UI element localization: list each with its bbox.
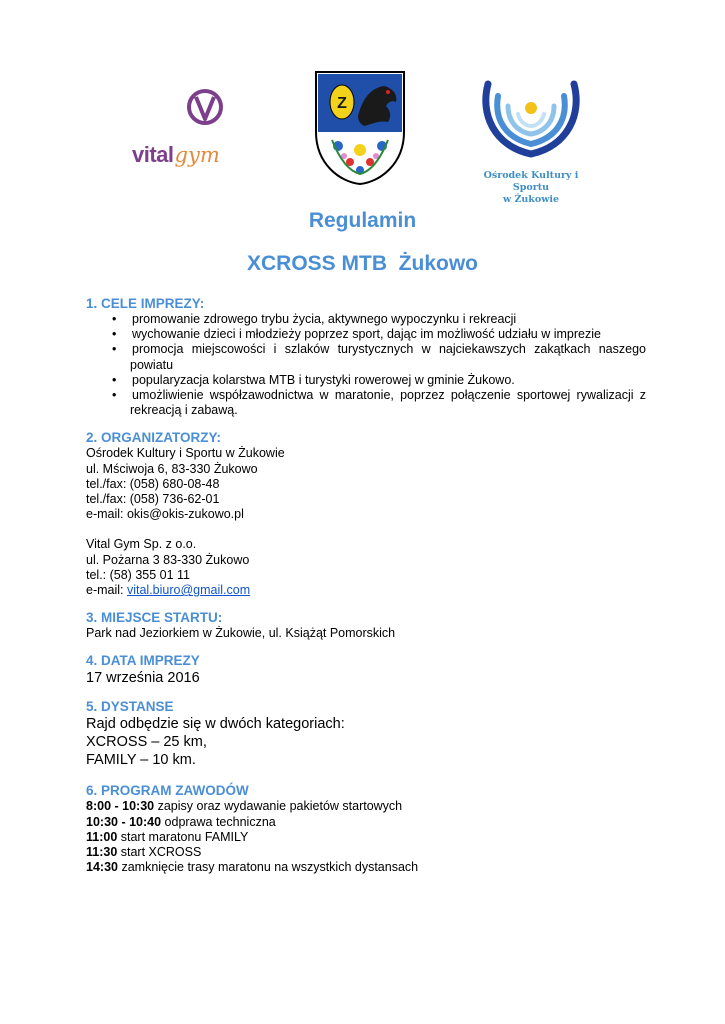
organizer-1-line: Ośrodek Kultury i Sportu w Żukowie <box>86 446 285 461</box>
okis-logo <box>466 70 596 205</box>
list-item: • umożliwienie współzawodnictwa w maratonie, poprzez połączenie sportowej rywalizacji z rekreacją i zabawą. <box>86 388 646 418</box>
section-5-heading: 5. DYSTANSE <box>86 699 174 715</box>
organizer-2-line: Vital Gym Sp. z o.o. <box>86 537 197 552</box>
organizer-1 <box>86 446 646 522</box>
email-link[interactable]: vital.biuro@gmail.com <box>126 583 251 598</box>
list-item: • popularyzacja kolarstwa MTB i turystyki rowerowej w gminie Żukowo. <box>86 373 646 388</box>
okis-logo-line1: Ośrodek Kultury i Sportu <box>483 170 579 193</box>
schedule-item: 10:30 - 10:40 odprawa techniczna <box>86 814 276 829</box>
section-1-list <box>86 312 646 418</box>
coat-of-arms-icon <box>314 70 406 186</box>
okis-emblem-icon <box>466 70 596 170</box>
distance-line: XCROSS – 25 km, <box>86 734 207 751</box>
schedule-item: 8:00 - 10:30 zapisy oraz wydawanie pakietów startowych <box>86 799 403 814</box>
document-title: Regulamin <box>308 209 417 232</box>
section-6-heading: 6. PROGRAM ZAWODÓW <box>86 783 249 799</box>
list-item: • promocja miejscowości i szlaków turystycznych w najciekawszych zakątkach naszego powiatu <box>86 342 646 372</box>
schedule-item: 11:30 start XCROSS <box>86 845 202 860</box>
distance-line: FAMILY – 10 km. <box>86 752 196 769</box>
organizer-1-line: ul. Mściwoja 6, 83-330 Żukowo <box>86 461 258 476</box>
organizer-1-line: tel./fax: (058) 680-08-48 <box>86 476 220 491</box>
list-item: • promowanie zdrowego trybu życia, aktywnego wypoczynku i rekreacji <box>86 312 646 327</box>
organizer-2-email-line: e-mail: vital.biuro@gmail.com <box>86 583 251 598</box>
section-4-heading: 4. DATA IMPREZY <box>86 653 200 669</box>
document-subtitle: XCROSS MTB Żukowo <box>247 252 478 275</box>
vital-logo-word: vital <box>132 142 174 167</box>
distances <box>86 715 646 769</box>
logo-row <box>0 66 725 205</box>
schedule-item: 11:00 start maratonu FAMILY <box>86 829 249 844</box>
section-2-heading: 2. ORGANIZATORZY: <box>86 430 221 446</box>
organizer-1-line: e-mail: okis@okis-zukowo.pl <box>86 507 244 522</box>
document-body <box>86 296 646 875</box>
distance-line: Rajd odbędzie się w dwóch kategoriach: <box>86 716 345 733</box>
vital-gym-logo <box>132 86 240 172</box>
organizer-2-line: ul. Pożarna 3 83-330 Żukowo <box>86 552 250 567</box>
organizer-1-line: tel./fax: (058) 736-62-01 <box>86 492 220 507</box>
zukowo-coat-of-arms <box>314 70 406 186</box>
schedule-item: 14:30 zamknięcie trasy maratonu na wszystkich dystansach <box>86 860 419 875</box>
organizer-2 <box>86 537 646 598</box>
section-1-heading: 1. CELE IMPREZY: <box>86 296 205 311</box>
section-3-heading: 3. MIEJSCE STARTU: <box>86 610 223 626</box>
list-item: • wychowanie dzieci i młodzieży poprzez sport, dając im możliwość udziału w imprezie <box>86 327 646 342</box>
vital-emblem-icon <box>132 86 240 142</box>
organizer-2-line: tel.: (58) 355 01 11 <box>86 567 191 582</box>
gym-logo-word: gym <box>174 143 220 167</box>
okis-logo-line2: w Żukowie <box>502 194 560 205</box>
event-date: 17 września 2016 <box>86 670 200 687</box>
start-location: Park nad Jeziorkiem w Żukowie, ul. Książąt Pomorskich <box>86 626 396 641</box>
schedule <box>86 799 646 875</box>
svg-text:Z: Z <box>337 95 347 112</box>
